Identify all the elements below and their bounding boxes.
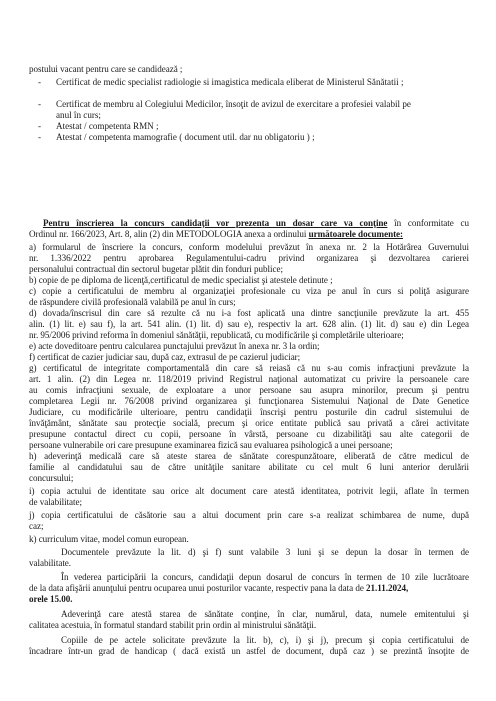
document-requirement-line: familie al candidatului sau de către unităţile sanitare abilitate cu cel mult 6 luni anterior derulării [29,462,469,472]
document-requirement-line: concursului; [29,473,74,483]
deadline-paragraph-line-2 [29,583,469,594]
required-documents-label: următoarele documente: [308,229,404,239]
document-requirement-line: nr. 95/2006 privind reforma în domeniul sănătăţii, republicată, cu modificările şi completările ulterioare; [29,330,404,340]
validity-paragraph-line-2: valabilitate. [29,558,72,568]
deadline-time: orele 15.00. [29,594,73,604]
document-requirement-line: f) certificat de cazier judiciar sau, după caz, extrasul de pe cazierul judiciar; [29,352,301,362]
document-requirement-line: i) copia actului de identitate sau orice alt document care atestă identitatea, potrivit legii, aflate în termen [29,486,469,496]
document-requirement-line: d) dovada/înscrisul din care să rezulte că nu i-a fost aplicată una dintre sancţiunile prevăzute la art. 455 [29,308,469,318]
document-requirement-line: de valabilitate; [29,497,82,507]
document-requirement-line: presupune contactul direct cu copii, persoane în vârstă, persoane cu dizabilităţi sau alte categorii de [29,429,469,439]
requirement-item: Atestat / competenta mamografie ( document util. dar nu obligatoriu ) ; [56,132,315,142]
document-requirement-line: au comis infracţiuni sexuale, de exploatare a unor persoane sau asupra minorilor, precum şi pentru [29,385,469,395]
document-requirement-line: personalului contractual din sectorul bugetar plătit din fonduri publice; [29,264,283,274]
document-requirement-line: e) acte doveditoare pentru calcularea punctajului prevăzut în anexa nr. 3 la ordin; [29,341,320,351]
document-requirement-line: de răspundere civilă profesională valabilă pe anul în curs; [29,297,236,307]
document-requirement-line: g) certificatul de integritate comportamentală din care să reiasă că nu s-au comis infracţiuni prevăzute la [29,363,469,373]
requirement-item: anul în curs; [56,110,101,120]
document-requirement-line: persoane vulnerabile ori care presupune examinarea fizică sau evaluarea psihologică a unei persoane; [29,440,393,450]
document-requirement-line: c) copie a certificatului de membru al organizaţiei profesionale cu viza pe anul în curs si poliţă asigurare [29,286,469,296]
medical-paragraph-line-1: Adeverinţă care atestă starea de sănătate conţine, în clar, numărul, data, numele emitentului şi [61,609,469,619]
medical-paragraph-line-2: calitatea acestuia, în formatul standard stabilit prin ordin al ministrului sănătăţii. [29,620,317,630]
document-requirement-line: învăţământ, sănătate sau protecţie socială, precum şi orice entitate publică sau privată a cărei activitate [29,418,469,428]
document-requirement-line: a) formularul de înscriere la concurs, conform modelului prevăzut în anexa nr. 2 la Hotărârea Guvernului [29,242,469,252]
requirement-item: Certificat de membru al Colegiului Medicilor, însoţit de avizul de exercitare a profesiei valabil pe [56,99,411,109]
deadline-date: 21.11.2024, [366,583,409,593]
deadline-paragraph-line-1: În vederea participării la concurs, candidaţii depun dosarul de concurs în termen de 10 zile lucrătoare [61,572,469,582]
deadline-text: de la data afişării anunţului pentru ocuparea unui posturilor vacante, respectiv pana la data de [29,583,367,593]
document-requirement-line: Judiciare, cu modificările ulterioare, pentru candidaţii înscrişi pentru posturile din cadrul sistemului de [29,407,469,417]
document-requirement-line: alin. (1) lit. e) sau f), la art. 541 alin. (1) lit. d) sau e), respectiv la art. 628 alin. (1) lit. d) sau e) din Legea [29,319,469,329]
bullet-dash: - [38,99,42,109]
section-heading-line-1 [29,218,469,229]
bullet-dash: - [38,121,42,131]
document-requirement-line: art. 1 alin. (2) din Legea nr. 118/2019 privind Registrul naţional automatizat cu privire la persoanele care [29,374,469,384]
intro-line: postului vacant pentru care se candidează ; [29,64,183,74]
document-requirement-line: h) adeverinţă medicală care să ateste starea de sănătate corespunzătoare, eliberată de către medicul de [29,451,469,461]
section-heading-rest: în conformitate cu [387,218,469,228]
section-heading-line-2 [29,229,469,240]
document-requirement-line: k) curriculum vitae, model comun european. [29,534,189,544]
document-requirement-line: completarea Legii nr. 76/2008 privind organizarea şi funcţionarea Sistemului Naţional de Date Genetice [29,396,469,406]
copies-paragraph-line-2: încadrare într-un grad de handicap ( dacă există un astfel de document, după caz ) se prezintă însoţite de [29,646,469,656]
bullet-dash: - [38,77,42,87]
document-requirement-line: j) copia certificatului de căsătorie sau a altui document prin care s-a realizat schimbarea de nume, după [29,510,469,520]
copies-paragraph-line-1: Copiile de pe actele solicitate prevăzute la lit. b), c), i) şi j), precum şi copia certificatului de [61,635,469,645]
requirement-item: Certificat de medic specialist radiologie si imagistica medicala eliberat de Ministerul Sănătatii ; [56,77,404,87]
bullet-dash: - [38,132,42,142]
section-heading-emphasis: Pentru înscrierea la concurs candidaţii vor prezenta un dosar care va conţine [43,218,388,228]
section-heading-reference: Ordinul nr. 166/2023, Art. 8, alin (2) din METODOLOGIA anexa a ordinului [29,229,309,239]
document-requirement-line: caz; [29,521,44,531]
validity-paragraph-line-1: Documentele prevăzute la lit. d) şi f) sunt valabile 3 luni şi se depun la dosar în termen de [61,547,469,557]
requirement-item: Atestat / competenta RMN ; [56,121,159,131]
document-requirement-line: nr. 1.336/2022 pentru aprobarea Regulamentului-cadru privind organizarea şi dezvoltarea carierei [29,253,469,263]
document-requirement-line: b) copie de pe diploma de licenţă,certificatul de medic specialist şi atestele detinute ; [29,275,333,285]
